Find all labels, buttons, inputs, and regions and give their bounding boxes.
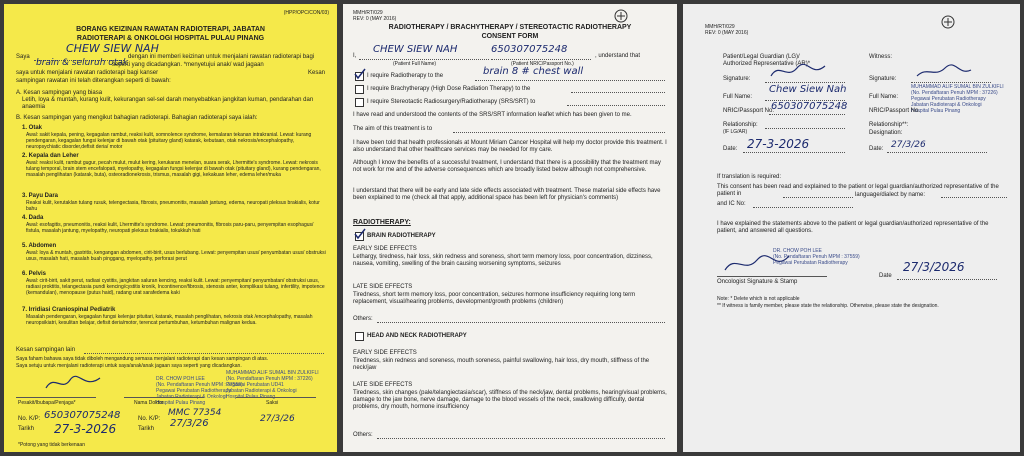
form-title-1: RADIOTHERAPY / BRACHYTHERAPY / STEREOTACTIC RADIOTHERAPY (388, 24, 632, 31)
option-label: I require Brachytherapy (High Dose Radiation Therapy) to the (367, 86, 531, 92)
handwritten-date-witness: 27/3/26 (260, 414, 295, 424)
oncologist-date: 27/3/2026 (903, 260, 965, 274)
handwritten-site: brain 8 # chest wall (483, 66, 584, 77)
intro-saya: Saya (16, 54, 30, 60)
label-patient-ic: (Patient NRIC/Passport No.) (511, 61, 574, 67)
hn-early-text: Tiredness, skin redness and soreness, mouth soreness, painful swallowing, hair loss, dry mouth, stiffness of the neck/jaw (353, 358, 650, 371)
footnote: *Potong yang tidak berkenaan (18, 442, 85, 448)
label-date-doctor: Tarikh (138, 426, 155, 432)
checkbox-srs[interactable] (355, 98, 364, 107)
form-malay-consent (4, 4, 337, 452)
translation-language: language/dialect by name: (855, 192, 926, 198)
item-text: Awal: esofagitis, pneumonitis, reaksi kulit, Lhermitte's syndrome. Lewat: pneumonitis, fibrosis paru-paru, penyempitan esophagus/ fistula, masalah jantung, myelopathy, neuropati pleksus brakialis, tokukkuh hati (26, 222, 314, 234)
form-code: MMH/RT/029 (353, 10, 383, 16)
label-guardian-2: Authorized Representative (AR)* (723, 61, 811, 67)
label-full-name: Full Name: (723, 94, 753, 100)
intro-line-4: sampingan rawatan ini telah diterangkan seperti di bawah: (16, 78, 171, 84)
item-title: 5. Abdomen (22, 243, 57, 249)
label-guardian: Patient/Legal Guardian (LG)/ (723, 54, 800, 60)
label-relationship-witness: Relationship**: (869, 122, 909, 128)
label-date-witness: Date: (869, 146, 884, 152)
item-text: Awal: cirit-birit, sakit perut, radiasi cystitis, jangkitan saluran kencing, reaksi kulit. Lewat: penyempitan/ penyumbatan/ obstruksi usus, radiasi proktitis, telangectasia pundi kencing/cystitis kronik, Incontinence/fibrosis, stenosis anter, komplikasi tulang, infertility, impotence (kemandulan), menopause (putus haid), radang urat sarafedema kaki (26, 278, 325, 296)
label-relationship-sub: (IF LG/AR) (723, 129, 748, 135)
label-witness: Saksi (266, 400, 279, 406)
label-ic-doctor: No. K/P: (138, 416, 161, 422)
oncologist-date-label: Date (879, 273, 892, 279)
label-doctor: Nama Doktor (134, 400, 164, 406)
section-a-text: Letih, loya & muntah, kurang kulit, kekurangan sel-sel darah menyebabkan jangkitan kuman, pendarahan dan anaemia (22, 97, 314, 110)
section-a-title: A. Kesan sampingan yang biasa (16, 90, 103, 96)
others-label-2: Others: (353, 432, 373, 438)
consent-line-2: Saya faham bahawa saya tidak diboleh mengandung semasa menjalani radioterapi dan kesan sampingan di atas. (16, 356, 269, 362)
item-text: Masalah pendengaran, kegagalan fungsi kelenjar pituitari, katarak, masalah penglihatan, nekrosis otak /encephalopathy, masalah neuropsikiatri, kesulitan belajar, defisit deria/motor, terencat pertumbuhan, ketumbuhan malignan kedua. (26, 314, 313, 326)
handwritten-name: CHEW SIEW NAH (373, 44, 458, 55)
oncologist-stamp: DR. CHOW POH LEE (No. Pendaftaran Penuh MPM : 37559) Pegawai Perubatan Radiotherapy (773, 248, 860, 266)
brain-late-label: LATE SIDE EFFECTS (353, 284, 413, 290)
check-icon (353, 228, 367, 240)
paragraph-3: Although I know the benefits of a successful treatment, I understand that there is a possibility that the treatment may not work for me and of the adverse consequences which are broadly listed below although not comprehensive. (353, 160, 661, 173)
intro-text: dengan ini memberi keizinan untuk menjalani rawatan radioterapi bagi (128, 54, 315, 60)
explained-statement: I have explained the statements above to the patient or legal guardian/authorized representative of the patient, and answered all questions. (717, 221, 989, 234)
intro-kesan: Kesan (307, 70, 325, 76)
others-label: Others: (353, 316, 373, 322)
aim-label: The aim of this treatment is to (353, 126, 433, 132)
intro-line-3: saya untuk menjalani rawatan radioterapi bagi kanser (16, 70, 159, 76)
brain-title: BRAIN RADIOTHERAPY (367, 233, 436, 239)
hn-late-label: LATE SIDE EFFECTS (353, 382, 413, 388)
consent-other: Kesan sampingan lain (16, 347, 76, 353)
handwritten-date-witness: 27/3/26 (891, 140, 926, 150)
handwritten-name: CHEW SIEW NAH (66, 42, 159, 55)
item-text: Awal: reaksi kulit, rambut gugur, pecah mulut, mulut kering, kerukaran menelan, suara serak, Lhermitte's syndrome. Lewat: nekrosis tulang temporal, brain stem encefalopati, myelopathy, kegagalan fungsi kelenjar di bawah otak (pituitary gland), kurang pendengaran, masalah penglihatan (katarak, buta), osteoradionekrosis, trismus, masalah gigi, kekakuan leher, edema leher/muka (26, 160, 321, 178)
paragraph-2: I have been told that health professionals at Mount Miriam Cancer Hospital will help my doctor provide this treatment. I also understand that other healthcare services may be needed for my care. (353, 140, 667, 153)
form-code: MMH/RT/029 (705, 24, 735, 30)
label-date: Date: (723, 146, 738, 152)
form-title-2: CONSENT FORM (481, 33, 539, 40)
form-title-2: RADIOTERAPI & ONKOLOGI HOSPITAL PULAU PINANG (76, 35, 265, 42)
label-patient-name: (Patient Full Name) (393, 61, 437, 67)
section-b-title: B. Kesan sampingan yang mengikut bahagian radioterapi. Bahagian radioterapi saya ialah: (16, 115, 258, 121)
label-signature: Signature: (723, 76, 751, 82)
option-label: I require Radiotherapy to the (367, 73, 444, 79)
item-title: 7. Irridiasi Craniospinal Pediatrik (22, 307, 116, 313)
form-rev: REV: 0 (MAY 2016) (353, 16, 397, 22)
translation-ic: and IC No: (717, 201, 746, 207)
understand-text: , understand that (595, 53, 641, 59)
brain-early-label: EARLY SIDE EFFECTS (353, 246, 417, 252)
item-title: 2. Kepala dan Leher (22, 153, 79, 159)
form-signature-page (683, 4, 1020, 452)
doctor-stamp: DR. CHOW POH LEE (No. Pendaftaran Penuh MPM : 37559) Pegawai Perubatan Radiotherapy Jabatan Radioterapi & Onkologi Hospital Pulau Pinang (156, 376, 243, 406)
handwritten-nric: 650307075248 (771, 101, 848, 112)
intro-line-2: seperti yang dicadangkan. *menyetujui anak/ wad jagaan (112, 62, 264, 68)
hospital-logo-icon (613, 8, 637, 24)
witness-stamp: MUHAMMAD ALIF SUMAL BIN ZULKIFLI (No. Pendaftaran Penuh MPM : 37226) Pegawai Perubatan Radiotherapy Jabatan Radioterapi & Onkologi Hospital Pulau Pinang (911, 84, 1004, 114)
witness-signature (915, 62, 975, 82)
brain-late-text: Tiredness, short term memory loss, poor concentration, seizures hormone insufficiency requiring long term replacement, visual/hearing problems, development/growth problems (children) (353, 292, 636, 305)
checkbox-head-neck[interactable] (355, 332, 364, 341)
hn-late-text: Tiredness, skin changes (pale/telangiectasia/scar), stiffness of the neck/jaw, dental problems, hearing/visual problems, damage to the jaw bone, nerve damage, damage to the blood vessels of the neck, swallowing difficulty, dental problems, dry mouth, hormone insufficiency (353, 390, 667, 410)
translation-text: This consent has been read and explained to the patient or legal guardian/authorized representative of the patient in (717, 184, 999, 197)
check-icon (353, 68, 367, 80)
handwritten-site: brain & seluruh otak (36, 58, 129, 68)
label-designation: Designation: (869, 130, 903, 136)
handwritten-ic: 650307075248 (491, 44, 568, 55)
hn-early-label: EARLY SIDE EFFECTS (353, 350, 417, 356)
oncologist-signature (723, 252, 793, 276)
form-english-consent (343, 4, 677, 452)
form-title-1: BORANG KEIZINAN RAWATAN RADIOTERAPI, JABATAN (76, 26, 265, 33)
label-patient: Pesakit/Ibubapa/Penjaga* (18, 400, 76, 406)
item-title: 4. Dada (22, 215, 44, 221)
handwritten-date-doctor: 27/3/26 (170, 418, 209, 429)
item-title: 6. Pelvis (22, 271, 47, 277)
item-title: 3. Payu Dara (22, 193, 59, 199)
translation-heading: If translation is required: (717, 174, 782, 180)
handwritten-mmc: MMC 77354 (168, 408, 222, 418)
checkbox-brachytherapy[interactable] (355, 85, 364, 94)
patient-signature (769, 62, 829, 82)
paragraph-1: I have read and understood the contents of the SRS/SRT information leaflet which has been given to me. (353, 112, 632, 118)
label-i: I, (353, 53, 357, 59)
label-full-name-witness: Full Name: (869, 94, 899, 100)
brain-early-text: Lethargy, tiredness, hair loss, skin redness and soreness, short term memory loss, poor concentration, dizziness, nausea, vomiting, swelling of the brain causing worsening symptoms, seizures (353, 254, 653, 267)
section-radiotherapy: RADIOTHERAPY: (353, 219, 411, 226)
item-text: Awal: loya & muntah, gastritis, kengangan abdomen, cirit-birit, usus berlubang. Lewat: penyempitan usus/ penyumbatan usus/ obstruksi usus, masalah hati, masalah buah pinggang, myelopathy, perforasi perut (26, 250, 326, 262)
consent-line-3: Saya setuju untuk menjalani radioterapi untuk saya/anak/anak jagaan saya seperti yang dicadangkan. (16, 363, 242, 369)
label-date-patient: Tarikh (18, 426, 35, 432)
witness-stamp: MUHAMMAD ALIF SUMAL BIN ZULKIFLI (No. Pendaftaran Penuh MPM : 37226) Pegawai Perubatan UD41 Jabatan Radioterapi & Onkologi Hospital Pulau Pinang (226, 370, 319, 400)
form-rev: REV: 0 (MAY 2016) (705, 30, 749, 36)
item-text: Reaksi kulit, kerutaklan tulang rusuk, telengectasia, fibrosis, pneumonitis, masalah jantung, edema, neuropati pleksus brakialis, kotur bahu (26, 200, 320, 212)
paragraph-4: I understand that there will be early and late side effects associated with treatment. These material side effects have been explained to me (check all that apply, additional space has been left for physician's comments) (353, 188, 661, 201)
item-text: Awal: sakit kepala, pening, kegagalan rambut, reaksi kulit, somnolence syndrome, kemalaran tekanan intrakranial. Lewat: kurang pendengaran, kegagalan fungsi kelenjar di bawah otak (pituitary gland) katarak, kebutaan, otak nekrosis/encephalopathy, neuropsychiatic disorder,defisit deria/ motor (26, 132, 312, 150)
hospital-logo-icon (940, 14, 964, 30)
label-witness: Witness: (869, 54, 893, 60)
label-nric-witness: NRIC/Passport No. (869, 108, 921, 114)
label-signature-witness: Signature: (869, 76, 897, 82)
label-relationship: Relationship: (723, 122, 758, 128)
note-2: ** If witness is family member, please state the relationship. Otherwise, please state the designation. (717, 303, 939, 309)
note-1: Note: * Delete which is not applicable (717, 296, 800, 302)
label-ic-patient: No. K/P: (18, 416, 41, 422)
handwritten-date: 27-3-2026 (747, 137, 810, 151)
handwritten-date: 27-3-2026 (54, 422, 117, 436)
item-title: 1. Otak (22, 125, 43, 131)
patient-signature (44, 372, 104, 394)
head-neck-title: HEAD AND NECK RADIOTHERAPY (367, 333, 467, 339)
handwritten-ic: 650307075248 (44, 410, 121, 421)
handwritten-full-name: Chew Siew Nah (769, 84, 847, 95)
label-nric: NRIC/Passport No: (723, 108, 775, 114)
option-label: I require Stereotactic Radiosurgery/Radiotherapy (SRS/SRT) to (367, 99, 536, 105)
oncologist-label: Oncologist Signature & Stamp (717, 279, 798, 285)
form-code: (HPP/OPC/CON/03) (283, 10, 329, 16)
